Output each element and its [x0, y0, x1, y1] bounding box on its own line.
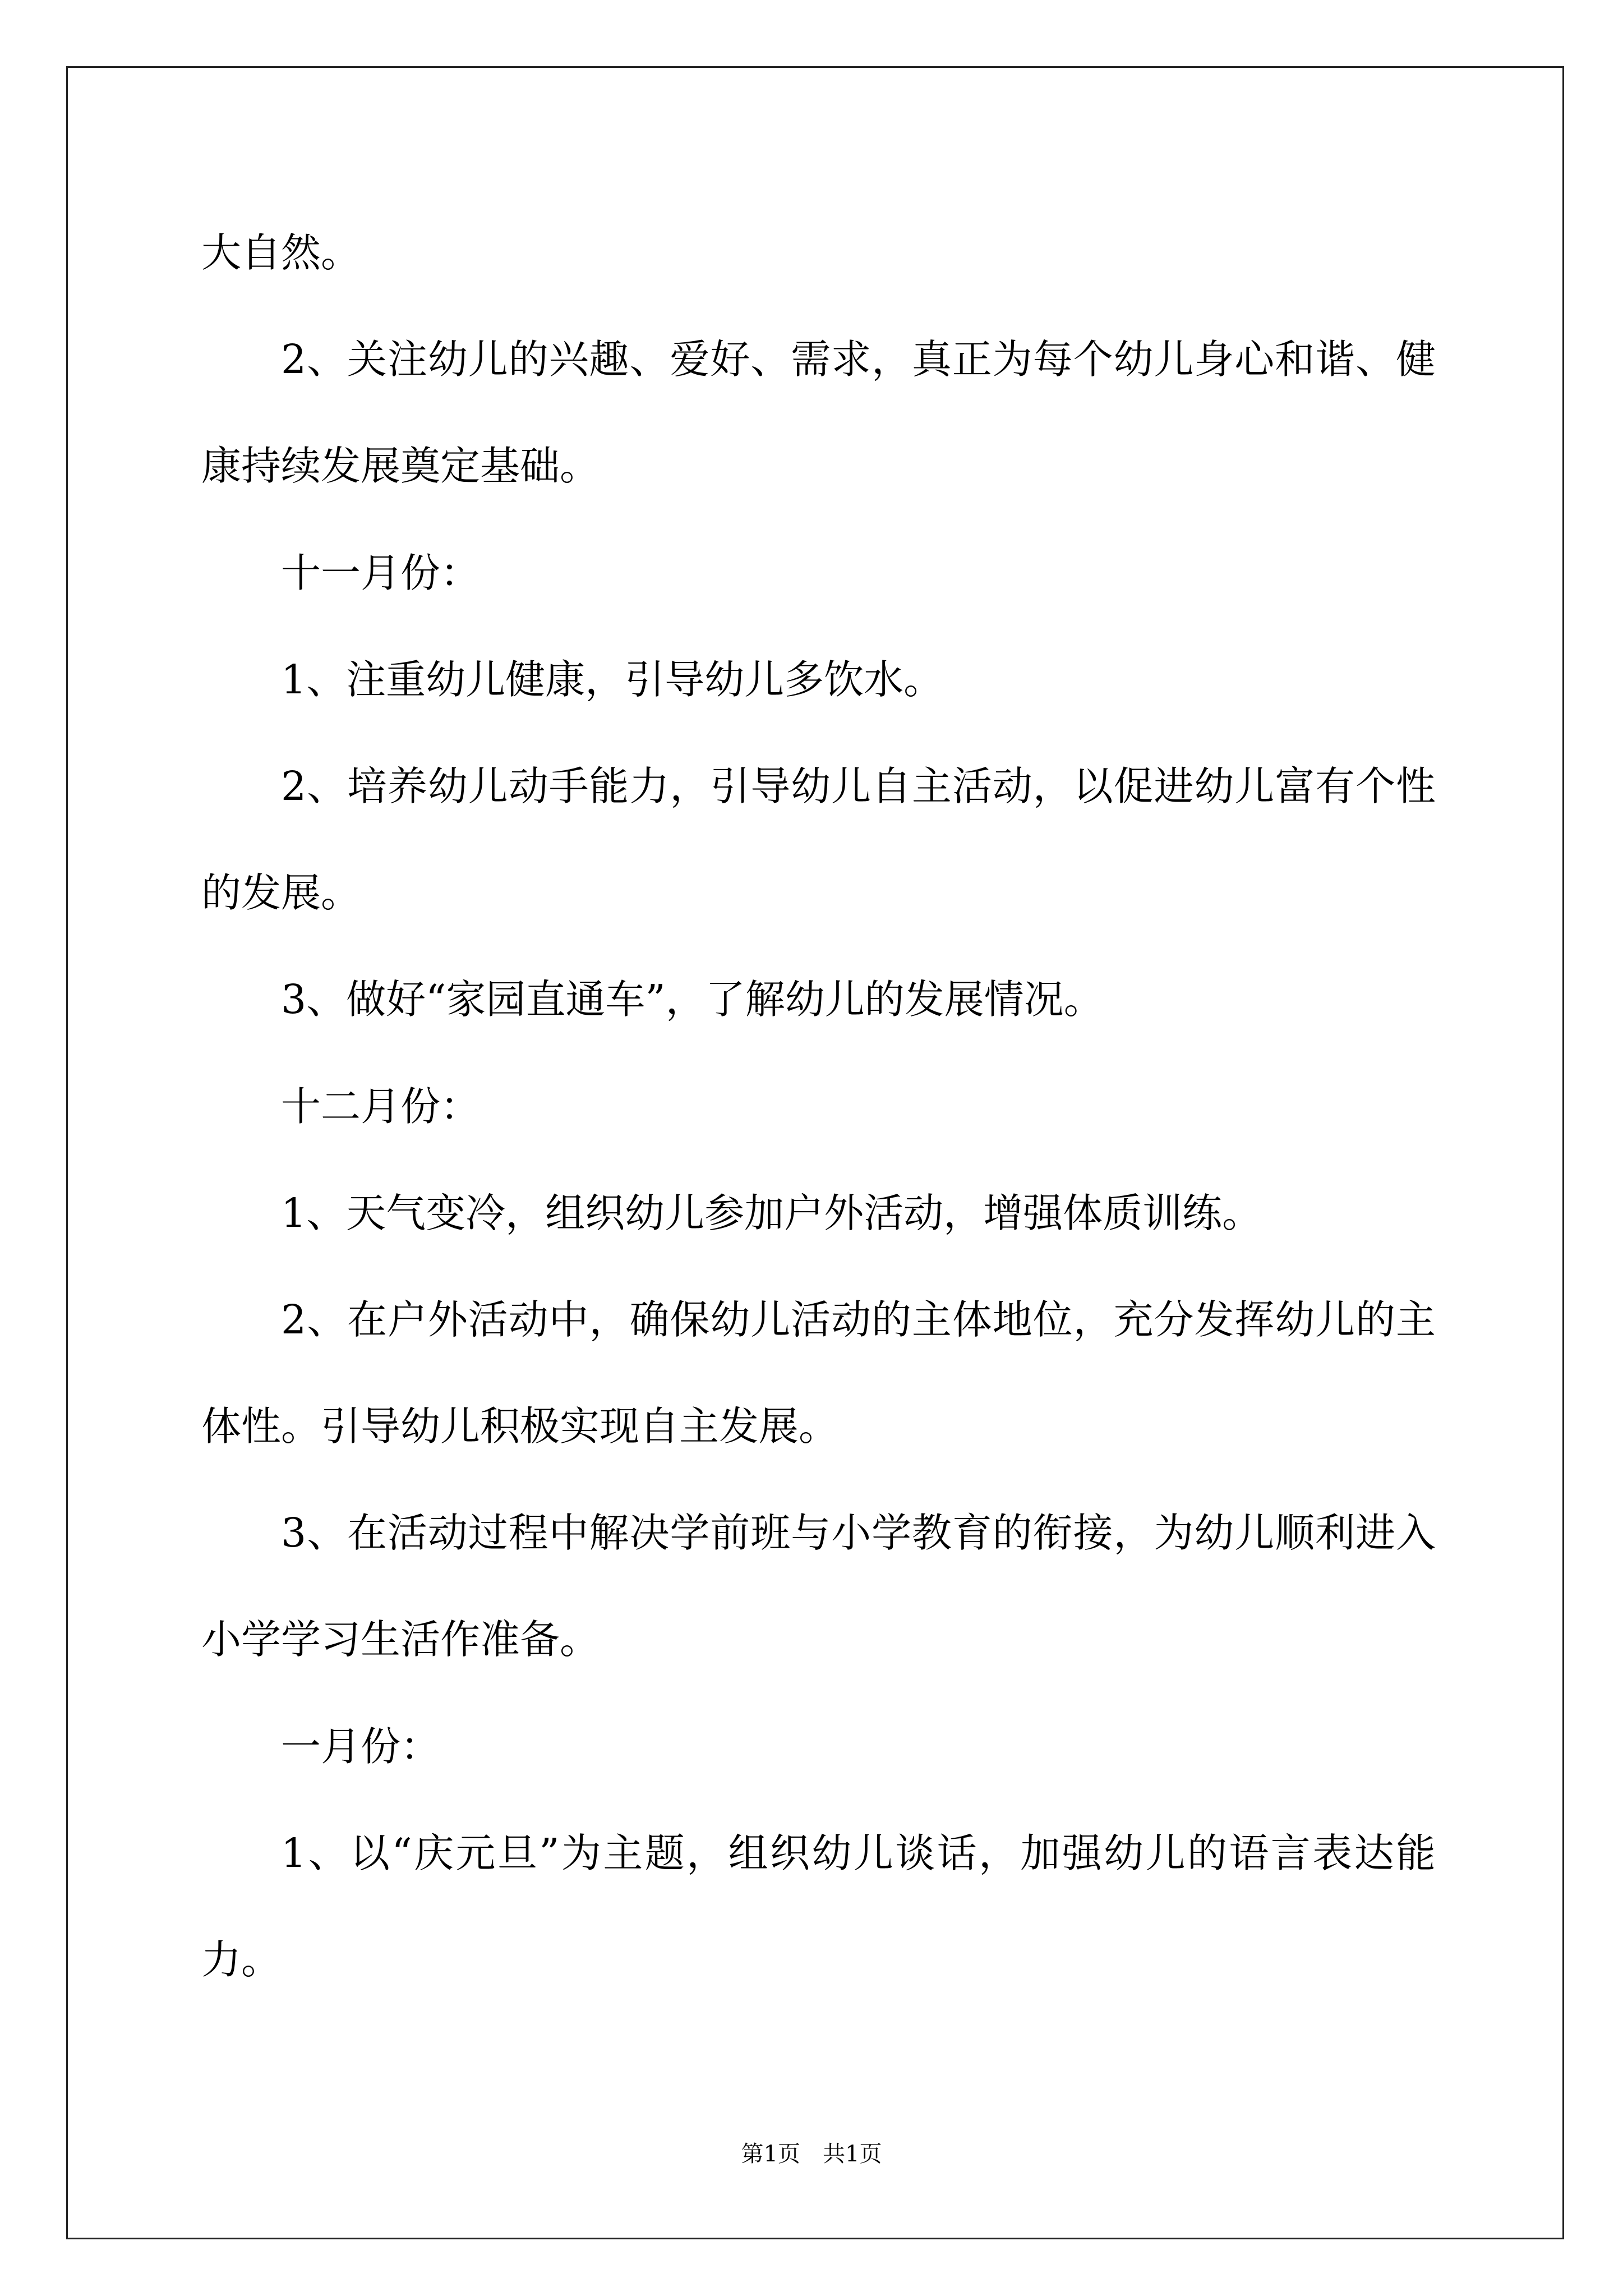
document-body [201, 200, 1436, 2013]
section-heading [201, 520, 1436, 627]
list-item [201, 1267, 1436, 1480]
section-heading [201, 1053, 1436, 1160]
paragraph-line: 力。 [201, 1936, 282, 1983]
paragraph-line: 大自然。 [201, 229, 361, 276]
paragraph-line: 1、注重幼儿健康，引导幼儿多饮水。 [281, 656, 944, 703]
paragraph-line: 3、在活动过程中解决学前班与小学教育的衔接，为幼儿顺利进入 [281, 1510, 1436, 1557]
paragraph-line: 康持续发展奠定基础。 [201, 443, 600, 490]
list-item [201, 1480, 1436, 1693]
list-item [201, 306, 1436, 519]
paragraph-line: 1、天气变冷，组织幼儿参加户外活动，增强体质训练。 [281, 1189, 1262, 1236]
list-item [201, 946, 1436, 1053]
paragraph-line: 体性。引导幼儿积极实现自主发展。 [201, 1403, 839, 1450]
paragraph-line: 2、关注幼儿的兴趣、爱好、需求，真正为每个幼儿身心和谐、健 [281, 336, 1436, 383]
page-number-footer: 第1页 共1页 [741, 2141, 882, 2167]
paragraph-line: 的发展。 [201, 869, 361, 917]
list-item [201, 733, 1436, 946]
list-item [201, 1800, 1436, 2013]
paragraph-continuation [201, 200, 1436, 306]
section-heading-text: 十二月份： [281, 1083, 481, 1130]
paragraph-line: 1、以“庆元旦”为主题，组织幼儿谈话，加强幼儿的语言表达能 [281, 1829, 1436, 1876]
section-heading [201, 1694, 1436, 1800]
list-item [201, 627, 1436, 733]
paragraph-line: 3、做好“家园直通车”，了解幼儿的发展情况。 [281, 976, 1104, 1023]
section-heading-text: 十一月份： [281, 549, 481, 596]
paragraph-line: 小学学习生活作准备。 [201, 1616, 600, 1663]
paragraph-line: 2、培养幼儿动手能力，引导幼儿自主活动，以促进幼儿富有个性 [281, 762, 1436, 809]
paragraph-line: 2、在户外活动中，确保幼儿活动的主体地位，充分发挥幼儿的主 [281, 1296, 1436, 1343]
section-heading-text: 一月份： [281, 1723, 441, 1770]
list-item [201, 1160, 1436, 1267]
